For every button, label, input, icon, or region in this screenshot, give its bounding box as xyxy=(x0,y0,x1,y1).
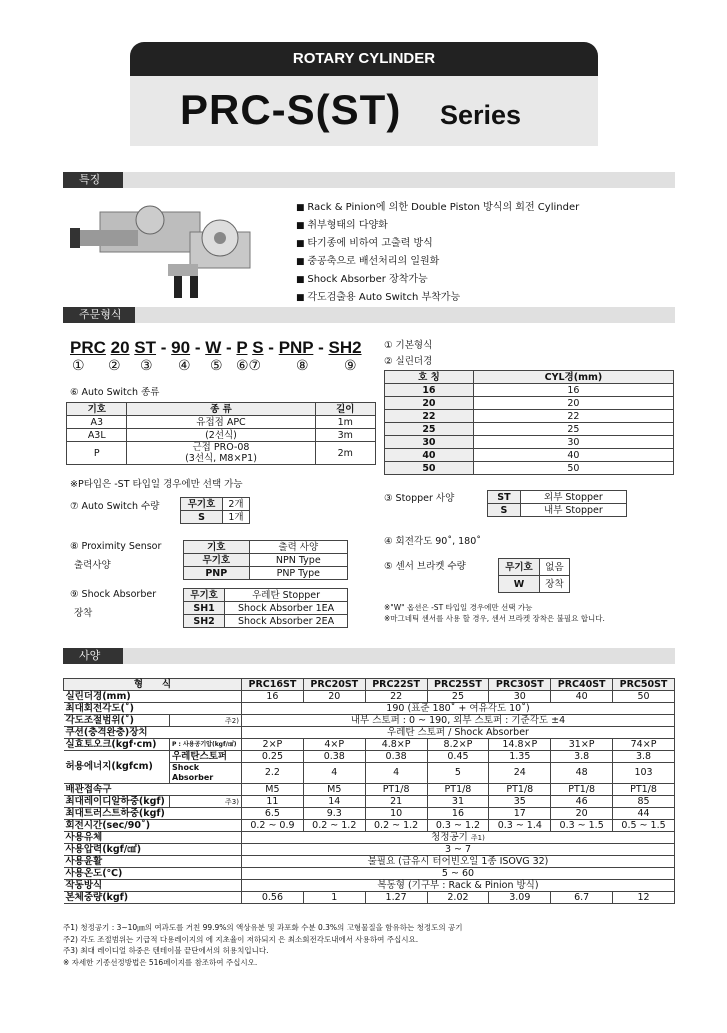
footnotes xyxy=(63,922,463,968)
switch-qty-table: 무기호 2개 S 1개 xyxy=(180,497,250,524)
feature-item: ■ 취부형태의 다양화 xyxy=(296,217,579,235)
feature-item: ■ 각도검출용 Auto Switch 부착가능 xyxy=(296,289,579,307)
product-photo xyxy=(70,198,280,302)
feature-item: ■ 중공축으로 배선처리의 일원화 xyxy=(296,253,579,271)
page-header xyxy=(130,42,598,136)
spec-table: 형 식 PRC16ST PRC20ST PRC22ST PRC25ST PRC30ST PRC40ST PRC50ST 실린더경(mm) 16 20 22 25 30 40 50 최대회전각도(˚) 190 (표준 180˚ + 여유각도 10˚) 각도조절범위(˚) 주2) 내부 스토퍼 : 0 ~ 190, 외부 스토퍼 : 기준각도 ±4 쿠션(충격완충)장치 우레탄 스토퍼 / Shock Absorber 실효토오크(kgf·cm) P : 사용공기압(kgf/㎠) 2×P 4×P 4.8×P 8.2×P 14.8×P 31×P 74×P 허용에너지(kgfcm) 우레탄스토퍼 0.25 0.38 0.38 0.45 1.35 3.8 3.8 Shock Absorber 2.2 4 4 5 24 48 103 배관접속구 M5 M5 PT1/8 PT1/8 PT1/8 PT1/8 PT1/8 최대레이디알하중(kgf) 주3) 11 14 21 31 35 46 85 최대트러스트하중(kgf) 6.5 9.3 10 16 17 20 44 회전시간(sec/90˚) 0.2 ~ 0.9 0.2 ~ 1.2 0.2 ~ 1.2 0.3 ~ 1.2 0.3 ~ 1.4 0.3 ~ 1.5 0.5 ~ 1.5 사용유체 청정공기 주1) 사용압력(kgf/㎠) 3 ~ 7 사용윤활 불필요 (급유시 터어빈오일 1종 ISOVG 32) 사용온도(℃) 5 ~ 60 작동방식 복동형 (기구부 : Rack & Pinion 방식) 본체중량(kgf) 0.56 1 1.27 2.02 3.09 6.7 12 xyxy=(63,678,675,904)
section-spec xyxy=(63,648,675,664)
label-angle: ④ 회전각도 90˚, 180˚ xyxy=(384,536,482,547)
label-shock: ⑨ Shock Absorber xyxy=(70,589,157,600)
switch-note: ※P타입은 -ST 타입일 경우에만 선택 가능 xyxy=(70,479,243,490)
label-basic-type: ① 기본형식 xyxy=(384,340,433,351)
series-label: Series xyxy=(440,100,522,130)
shock-table: 무기호 우레탄 Stopper SH1 Shock Absorber 1EA SH2 Shock Absorber 2EA xyxy=(183,588,348,628)
category-band: ROTARY CYLINDER xyxy=(130,42,598,76)
label-prox-output: 출력사양 xyxy=(74,560,111,571)
feature-item: ■ Shock Absorber 장착가능 xyxy=(296,271,579,289)
feature-list xyxy=(296,199,579,307)
label-stopper: ③ Stopper 사양 xyxy=(384,493,455,504)
label-switch-type: ⑥ Auto Switch 종류 xyxy=(70,387,160,398)
label-shock-mount: 장착 xyxy=(74,608,93,619)
footnote: 주3) 최대 레이디얼 하중은 텐테이블 끝단에서의 허용치입니다. xyxy=(63,946,269,955)
footnote: 주1) 청정공기 : 3~10㎛의 여과도를 거친 99.9%의 액상유분 및 과포화 수분 0.3%의 고형물질을 함유하는 청정도의 공기 xyxy=(63,923,463,932)
note-w-option: ※"W" 옵션은 -ST 타입일 경우에만 선택 가능 xyxy=(384,603,533,612)
label-prox: ⑧ Proximity Sensor xyxy=(70,541,162,552)
switch-type-table: 기호 종 류 길이 A3 유접점 APC 1m A3L (2선식) 3m P 근접 PRO-08 (3선식, M8×P1) 2m xyxy=(66,402,376,465)
bore-table: 호 칭 CYL경(mm) 16 16 20 20 22 22 25 25 30 30 40 40 50 50 xyxy=(384,370,674,475)
label-bore: ② 실린더경 xyxy=(384,356,433,367)
stopper-table: ST 외부 Stopper S 내부 Stopper xyxy=(487,490,627,517)
prox-table: 기호 출력 사양 무기호 NPN Type PNP PNP Type xyxy=(183,540,348,580)
product-title: PRC-S(ST) xyxy=(180,86,402,133)
section-tab: 특징 xyxy=(63,172,123,188)
section-tab: 주문형식 xyxy=(63,307,135,323)
order-code: PRC 20 ST - 90 - W - P S - PNP - SH2 xyxy=(70,338,362,357)
note-magnetic: ※마그네틱 센서를 사용 할 경우, 센서 브라켓 장착은 불필요 합니다. xyxy=(384,614,605,623)
footnote: ※ 자세한 기종선정방법은 516페이지를 참조하여 주십시오. xyxy=(63,957,258,967)
section-order xyxy=(63,307,675,323)
label-switch-qty: ⑦ Auto Switch 수량 xyxy=(70,501,160,512)
section-features xyxy=(63,172,675,188)
section-tab: 사양 xyxy=(63,648,123,664)
label-bracket: ⑤ 센서 브라켓 수량 xyxy=(384,561,466,572)
feature-item: ■ Rack & Pinion에 의한 Double Piston 방식의 회전 Cylinder xyxy=(296,199,579,217)
feature-item: ■ 타기종에 비하여 고출력 방식 xyxy=(296,235,579,253)
footnote: 주2) 각도 조절범위는 기급적 다용레이지의 에 지초율이 저하되지 은 최소회전각도내에서 사용하여 주십시요. xyxy=(63,934,419,944)
bracket-table: 무기호 없음 W 장착 xyxy=(498,558,570,593)
